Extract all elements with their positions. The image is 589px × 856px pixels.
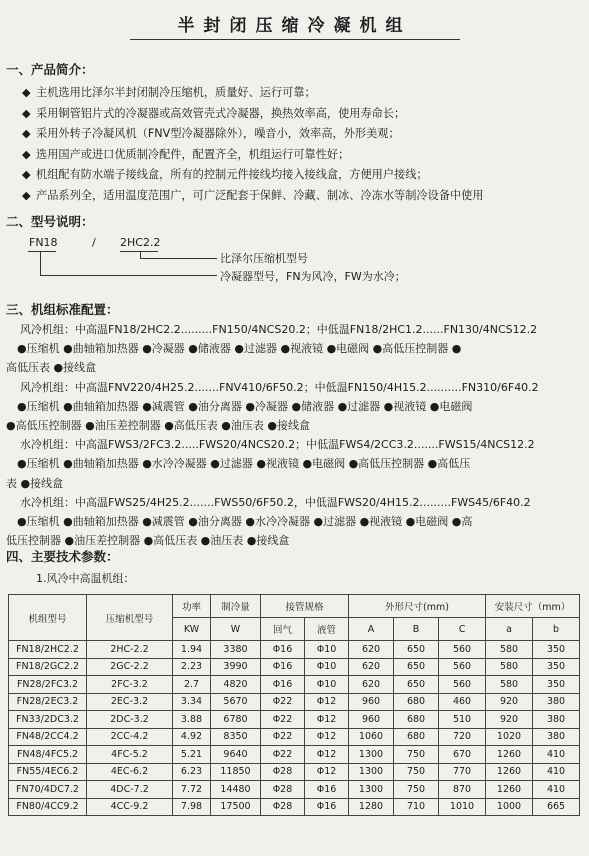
table-cell: FN33/2DC3.2 xyxy=(9,711,87,729)
model-heading: 二、型号说明： xyxy=(6,214,94,229)
table-cell: Φ22 xyxy=(261,746,305,764)
table-cell: 380 xyxy=(533,711,580,729)
intro-item-text: 选用国产或进口优质制冷配件，配置齐全，机组运行可靠性好； xyxy=(36,147,350,161)
title-underline xyxy=(130,39,460,40)
th-liquid: 液管 xyxy=(305,618,349,641)
config-heading: 三、机组标准配置： xyxy=(6,302,119,317)
table-cell: 665 xyxy=(533,798,580,816)
table-cell: Φ10 xyxy=(305,641,349,659)
table-cell: 1280 xyxy=(349,798,394,816)
table-cell: 1260 xyxy=(486,746,533,764)
table-cell: FN18/2GC2.2 xyxy=(9,658,87,676)
config-line: 低压控制器 ●油压差控制器 ●高低压表 ●油压表 ●接线盒 xyxy=(6,534,290,548)
table-row xyxy=(9,658,580,676)
table-cell: 770 xyxy=(439,763,486,781)
intro-item xyxy=(22,105,405,121)
table-cell: 720 xyxy=(439,728,486,746)
intro-heading: 一、产品简介： xyxy=(6,62,94,77)
table-cell: 750 xyxy=(394,781,439,799)
table-cell: 620 xyxy=(349,641,394,659)
intro-item xyxy=(22,125,400,141)
config-line: 风冷机组：中高温FNV220/4H25.2.......FNV410/6F50.2；中低温FN150/4H15.2..........FN310/6F40.2 xyxy=(20,380,539,394)
table-row xyxy=(9,728,580,746)
table-cell: 350 xyxy=(533,676,580,694)
table-cell: Φ28 xyxy=(261,798,305,816)
table-cell: 1060 xyxy=(349,728,394,746)
table-cell: 4CC-9.2 xyxy=(87,798,173,816)
table-cell: Φ12 xyxy=(305,728,349,746)
th-return: 回气 xyxy=(261,618,305,641)
table-cell: 2.7 xyxy=(173,676,211,694)
table-cell: 3380 xyxy=(211,641,261,659)
model-desc2: 冷凝器型号，FN为风冷，FW为水冷； xyxy=(220,270,406,283)
config-line: ●压缩机 ●曲轴箱加热器 ●减震管 ●油分离器 ●冷凝器 ●储液器 ●过滤器 ●视液镜 ●电磁阀 xyxy=(17,399,473,413)
tech-heading: 四、主要技术参数： xyxy=(6,549,119,564)
table-cell: 650 xyxy=(394,641,439,659)
table-cell: 1300 xyxy=(349,781,394,799)
table-cell: 3.34 xyxy=(173,693,211,711)
table-cell: 4FC-5.2 xyxy=(87,746,173,764)
intro-item-text: 采用外转子冷凝风机（FNV型冷凝器除外），噪音小，效率高，外形美观； xyxy=(36,127,400,140)
table-cell: 2DC-3.2 xyxy=(87,711,173,729)
table-cell: 4DC-7.2 xyxy=(87,781,173,799)
table-cell: Φ22 xyxy=(261,693,305,711)
model-part2: 2HC2.2 xyxy=(120,236,161,249)
table-cell: 2.23 xyxy=(173,658,211,676)
table-cell: 5670 xyxy=(211,693,261,711)
th-C: C xyxy=(439,618,486,641)
table-cell: 710 xyxy=(394,798,439,816)
config-line: 高低压表 ●接线盒 xyxy=(6,361,97,375)
table-cell: 1000 xyxy=(486,798,533,816)
table-cell: Φ12 xyxy=(305,763,349,781)
table-cell: 580 xyxy=(486,658,533,676)
intro-item xyxy=(22,187,484,203)
table-row xyxy=(9,798,580,816)
diamond-bullet-icon: ◆ xyxy=(22,106,31,120)
intro-item-text: 主机选用比泽尔半封闭制冷压缩机，质量好、运行可靠； xyxy=(36,86,316,99)
table-cell: 5.21 xyxy=(173,746,211,764)
diamond-bullet-icon: ◆ xyxy=(22,86,31,99)
config-line: ●压缩机 ●曲轴箱加热器 ●减震管 ●油分离器 ●水冷冷凝器 ●过滤器 ●视液镜 ●电磁阀 ●高 xyxy=(17,515,473,528)
table-cell: 2GC-2.2 xyxy=(87,658,173,676)
table-cell: 2FC-3.2 xyxy=(87,676,173,694)
table-cell: 380 xyxy=(533,693,580,711)
table-cell: FN80/4CC9.2 xyxy=(9,798,87,816)
table-cell: 750 xyxy=(394,763,439,781)
th-A: A xyxy=(349,618,394,641)
table-row xyxy=(9,693,580,711)
table-cell: 460 xyxy=(439,693,486,711)
table-cell: 17500 xyxy=(211,798,261,816)
th-a: a xyxy=(486,618,533,641)
table-row xyxy=(9,676,580,694)
table-cell: 14480 xyxy=(211,781,261,799)
table-cell: 920 xyxy=(486,693,533,711)
table-cell: 4.92 xyxy=(173,728,211,746)
table-cell: Φ16 xyxy=(261,641,305,659)
table-cell: Φ12 xyxy=(305,746,349,764)
table-cell: 560 xyxy=(439,676,486,694)
table-cell: 410 xyxy=(533,763,580,781)
table-cell: 4EC-6.2 xyxy=(87,763,173,781)
model-part1: FN18 xyxy=(29,236,58,249)
table-cell: Φ28 xyxy=(261,763,305,781)
table-cell: FN48/2CC4.2 xyxy=(9,728,87,746)
th-install: 安装尺寸（mm） xyxy=(486,595,580,618)
table-cell: 1020 xyxy=(486,728,533,746)
table-cell: 1.94 xyxy=(173,641,211,659)
table-cell: 1300 xyxy=(349,763,394,781)
table-cell: 2CC-4.2 xyxy=(87,728,173,746)
table-cell: 4820 xyxy=(211,676,261,694)
th-dims: 外形尺寸(mm) xyxy=(349,595,486,618)
tech-subheading: 1.风冷中高温机组： xyxy=(36,572,135,585)
table-cell: 750 xyxy=(394,746,439,764)
table-cell: 3.88 xyxy=(173,711,211,729)
table-cell: 620 xyxy=(349,676,394,694)
model-desc1: 比泽尔压缩机型号 xyxy=(220,252,308,265)
table-cell: 7.72 xyxy=(173,781,211,799)
config-line: 水冷机组：中高温FWS3/2FC3.2.....FWS20/4NCS20.2；中低温FWS4/2CC3.2.......FWS15/4NCS12.2 xyxy=(20,438,535,452)
table-cell: 670 xyxy=(439,746,486,764)
intro-item-text: 产品系列全，适用温度范围广，可广泛配套于保鲜、冷藏、制冰、冷冻水等制冷设备中使用 xyxy=(36,188,484,202)
table-cell: FN55/4EC6.2 xyxy=(9,763,87,781)
table-cell: 680 xyxy=(394,728,439,746)
config-line: ●压缩机 ●曲轴箱加热器 ●冷凝器 ●储液器 ●过滤器 ●视液镜 ●电磁阀 ●高低压控制器 ● xyxy=(17,342,462,356)
table-cell: 2EC-3.2 xyxy=(87,693,173,711)
table-cell: 650 xyxy=(394,676,439,694)
table-row xyxy=(9,781,580,799)
intro-item-text: 机组配有防水端子接线盒，所有的控制元件接线均接入接线盒，方便用户接线； xyxy=(36,168,428,181)
table-cell: Φ22 xyxy=(261,728,305,746)
th-cooling-unit: W xyxy=(211,618,261,641)
table-cell: 1260 xyxy=(486,763,533,781)
diamond-bullet-icon: ◆ xyxy=(22,168,31,181)
intro-item xyxy=(22,84,316,100)
table-cell: Φ28 xyxy=(261,781,305,799)
table-cell: 6.23 xyxy=(173,763,211,781)
table-cell: 3990 xyxy=(211,658,261,676)
table-cell: 410 xyxy=(533,781,580,799)
table-cell: 680 xyxy=(394,693,439,711)
table-cell: 7.98 xyxy=(173,798,211,816)
th-B: B xyxy=(394,618,439,641)
th-cooling: 制冷量 xyxy=(211,595,261,618)
config-line: ●高低压控制器 ●油压差控制器 ●高低压表 ●油压表 ●接线盒 xyxy=(6,419,310,432)
table-cell: 580 xyxy=(486,641,533,659)
table-cell: 680 xyxy=(394,711,439,729)
table-cell: Φ12 xyxy=(305,711,349,729)
table-cell: 580 xyxy=(486,676,533,694)
table-cell: Φ10 xyxy=(305,658,349,676)
th-b: b xyxy=(533,618,580,641)
table-cell: Φ22 xyxy=(261,711,305,729)
intro-item xyxy=(22,166,428,182)
th-power-unit: KW xyxy=(173,618,211,641)
th-pipe: 接管规格 xyxy=(261,595,349,618)
table-cell: 6780 xyxy=(211,711,261,729)
table-cell: 620 xyxy=(349,658,394,676)
table-cell: 380 xyxy=(533,728,580,746)
table-cell: Φ12 xyxy=(305,693,349,711)
config-line: 风冷机组：中高温FN18/2HC2.2.........FN150/4NCS20.2；中低温FN18/2HC1.2......FN130/4NCS12.2 xyxy=(20,323,538,336)
table-cell: 920 xyxy=(486,711,533,729)
table-cell: FN28/2FC3.2 xyxy=(9,676,87,694)
table-cell: 1300 xyxy=(349,746,394,764)
diamond-bullet-icon: ◆ xyxy=(22,188,31,202)
table-cell: 960 xyxy=(349,711,394,729)
config-line: 表 ●接线盒 xyxy=(6,476,64,490)
table-cell: 2HC-2.2 xyxy=(87,641,173,659)
table-cell: 350 xyxy=(533,641,580,659)
th-comp-model: 压缩机型号 xyxy=(87,595,173,641)
config-line: 水冷机组：中高温FWS25/4H25.2.......FWS50/6F50.2，中低温FWS20/4H15.2.........FWS45/6F40.2 xyxy=(20,495,531,509)
table-cell: 8350 xyxy=(211,728,261,746)
table-cell: Φ16 xyxy=(305,781,349,799)
config-line: ●压缩机 ●曲轴箱加热器 ●水冷冷凝器 ●过滤器 ●视液镜 ●电磁阀 ●高低压控制器 ●高低压 xyxy=(17,457,471,471)
table-row xyxy=(9,746,580,764)
table-row xyxy=(9,763,580,781)
diamond-bullet-icon: ◆ xyxy=(22,127,31,140)
intro-item-text: 采用铜管铝片式的冷凝器或高效管壳式冷凝器，换热效率高，使用寿命长； xyxy=(36,106,406,120)
model-leader-2 xyxy=(40,251,217,276)
model-slash: / xyxy=(92,236,96,249)
table-cell: Φ16 xyxy=(261,658,305,676)
table-cell: Φ16 xyxy=(305,798,349,816)
table-row xyxy=(9,641,580,659)
table-cell: 11850 xyxy=(211,763,261,781)
table-cell: 350 xyxy=(533,658,580,676)
page-title: 半封闭压缩冷凝机组 xyxy=(177,16,412,36)
table-cell: 510 xyxy=(439,711,486,729)
table-cell: 560 xyxy=(439,641,486,659)
table-cell: FN28/2EC3.2 xyxy=(9,693,87,711)
table-cell: FN18/2HC2.2 xyxy=(9,641,87,659)
th-unit-model: 机组型号 xyxy=(9,595,87,641)
table-row xyxy=(9,711,580,729)
table-cell: 1260 xyxy=(486,781,533,799)
table-cell: 870 xyxy=(439,781,486,799)
table-cell: FN70/4DC7.2 xyxy=(9,781,87,799)
table-cell: 960 xyxy=(349,693,394,711)
table-cell: Φ16 xyxy=(261,676,305,694)
spec-table xyxy=(8,594,580,816)
table-cell: Φ10 xyxy=(305,676,349,694)
table-cell: 560 xyxy=(439,658,486,676)
table-cell: FN48/4FC5.2 xyxy=(9,746,87,764)
table-cell: 410 xyxy=(533,746,580,764)
table-cell: 9640 xyxy=(211,746,261,764)
th-power: 功率 xyxy=(173,595,211,618)
table-cell: 1010 xyxy=(439,798,486,816)
table-cell: 650 xyxy=(394,658,439,676)
intro-item xyxy=(22,146,349,162)
diamond-bullet-icon: ◆ xyxy=(22,147,31,161)
